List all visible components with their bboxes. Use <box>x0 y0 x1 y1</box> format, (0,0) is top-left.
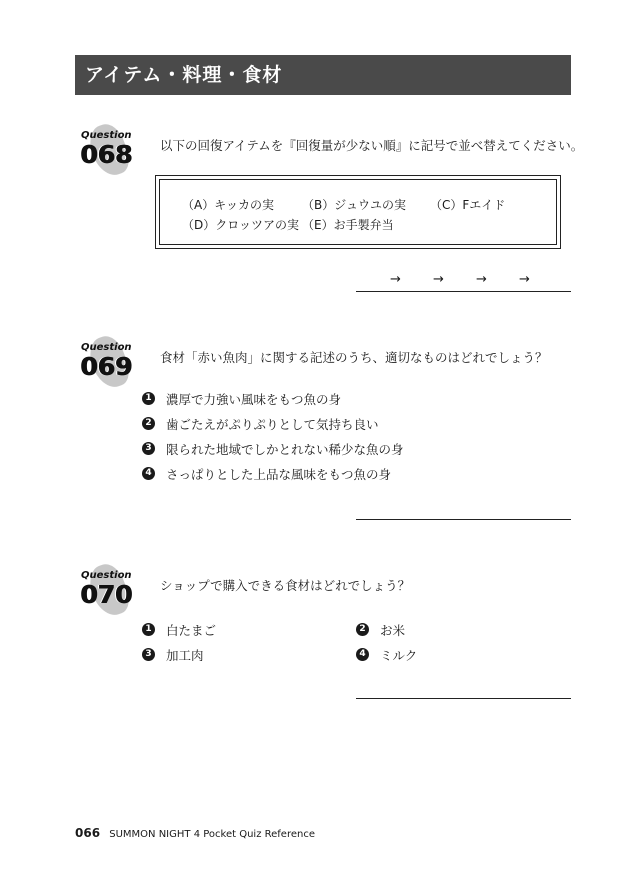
option-069-1[interactable]: 濃厚で力強い風味をもつ魚の身 <box>166 392 342 407</box>
page-footer <box>75 826 315 840</box>
book-title: SUMMON NIGHT 4 Pocket Quiz Reference <box>109 829 315 840</box>
answer-line-069[interactable] <box>356 519 571 520</box>
question-number: 070 <box>80 580 133 609</box>
badge-word: Question <box>81 130 132 141</box>
answer-line-068[interactable] <box>356 291 571 292</box>
option-number-2: 2 <box>356 623 369 636</box>
answer-line-070[interactable] <box>356 698 571 699</box>
option-number-3: 3 <box>142 442 155 455</box>
order-arrow: → <box>476 272 487 287</box>
option-number-1: 1 <box>142 392 155 405</box>
question-badge-070 <box>78 566 138 618</box>
option-070-1[interactable]: 白たまご <box>166 623 217 638</box>
option-069-3[interactable]: 限られた地域でしかとれない稀少な魚の身 <box>166 442 404 457</box>
option-069-4[interactable]: さっぱりとした上品な風味をもつ魚の身 <box>166 467 392 482</box>
option-number-2: 2 <box>142 417 155 430</box>
option-070-2[interactable]: お米 <box>380 623 406 638</box>
choice-c: （C）Fエイド <box>430 198 506 212</box>
choice-b: （B）ジュウユの実 <box>302 198 406 212</box>
question-text-069: 食材「赤い魚肉」に関する記述のうち、適切なものはどれでしょう？ <box>160 350 548 365</box>
option-number-4: 4 <box>356 648 369 661</box>
question-number: 068 <box>80 140 133 169</box>
option-number-3: 3 <box>142 648 155 661</box>
question-text-068: 以下の回復アイテムを『回復量が少ない順』に記号で並べ替えてください。 <box>160 138 584 153</box>
order-arrow: → <box>390 272 401 287</box>
page-number: 066 <box>75 826 101 840</box>
question-text-070: ショップで購入できる食材はどれでしょう？ <box>160 578 411 593</box>
badge-word: Question <box>81 342 132 353</box>
choice-box-068 <box>155 175 561 249</box>
choice-a: （A）キッカの実 <box>182 198 274 212</box>
order-arrow: → <box>519 272 530 287</box>
question-number: 069 <box>80 352 133 381</box>
option-070-3[interactable]: 加工肉 <box>166 648 204 663</box>
option-069-2[interactable]: 歯ごたえがぷりぷりとして気持ち良い <box>166 417 379 432</box>
section-title: アイテム・料理・食材 <box>75 55 571 95</box>
choice-d: （D）クロッツアの実 <box>182 218 300 232</box>
option-070-4[interactable]: ミルク <box>380 648 418 663</box>
question-badge-069 <box>78 338 138 390</box>
question-badge-068 <box>78 126 138 178</box>
choice-e: （E）お手製弁当 <box>302 218 394 232</box>
badge-word: Question <box>81 570 132 581</box>
order-arrow: → <box>433 272 444 287</box>
option-number-1: 1 <box>142 623 155 636</box>
option-number-4: 4 <box>142 467 155 480</box>
